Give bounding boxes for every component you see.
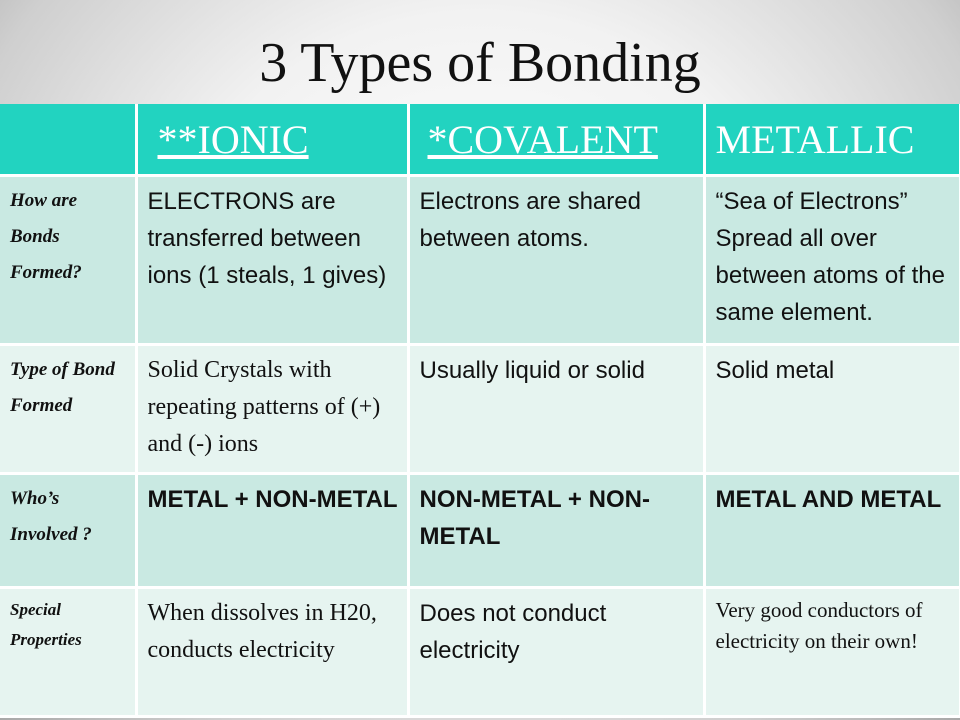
row-label: Type of Bond Formed bbox=[0, 345, 136, 474]
ionic-cell: Solid Crystals with repeating patterns of (+) and (-) ions bbox=[136, 345, 408, 474]
metallic-cell: Solid metal bbox=[704, 345, 960, 474]
bonding-table bbox=[0, 104, 960, 718]
metallic-cell: “Sea of Electrons” Spread all over between atoms of the same element. bbox=[704, 176, 960, 345]
header-metallic: METALLIC bbox=[704, 104, 960, 176]
row-label: Who’s Involved ? bbox=[0, 474, 136, 588]
row-label: How are Bonds Formed? bbox=[0, 176, 136, 345]
metallic-cell: Very good conductors of electricity on their own! bbox=[704, 588, 960, 717]
slide-title: 3 Types of Bonding bbox=[259, 32, 701, 94]
header-corner bbox=[0, 104, 136, 176]
table-row bbox=[0, 176, 960, 345]
table-row bbox=[0, 588, 960, 717]
ionic-cell: When dissolves in H20, conducts electricity bbox=[136, 588, 408, 717]
ionic-cell: METAL + NON-METAL bbox=[136, 474, 408, 588]
ionic-cell: ELECTRONS are transferred between ions (1 steals, 1 gives) bbox=[136, 176, 408, 345]
table-row bbox=[0, 345, 960, 474]
header-ionic: **IONIC bbox=[136, 104, 408, 176]
covalent-cell: Electrons are shared between atoms. bbox=[408, 176, 704, 345]
row-label: Special Properties bbox=[0, 588, 136, 717]
covalent-cell: Usually liquid or solid bbox=[408, 345, 704, 474]
metallic-cell: METAL AND METAL bbox=[704, 474, 960, 588]
header-row bbox=[0, 104, 960, 176]
header-covalent: *COVALENT bbox=[408, 104, 704, 176]
covalent-cell: Does not conduct electricity bbox=[408, 588, 704, 717]
table-row bbox=[0, 474, 960, 588]
covalent-cell: NON-METAL + NON-METAL bbox=[408, 474, 704, 588]
